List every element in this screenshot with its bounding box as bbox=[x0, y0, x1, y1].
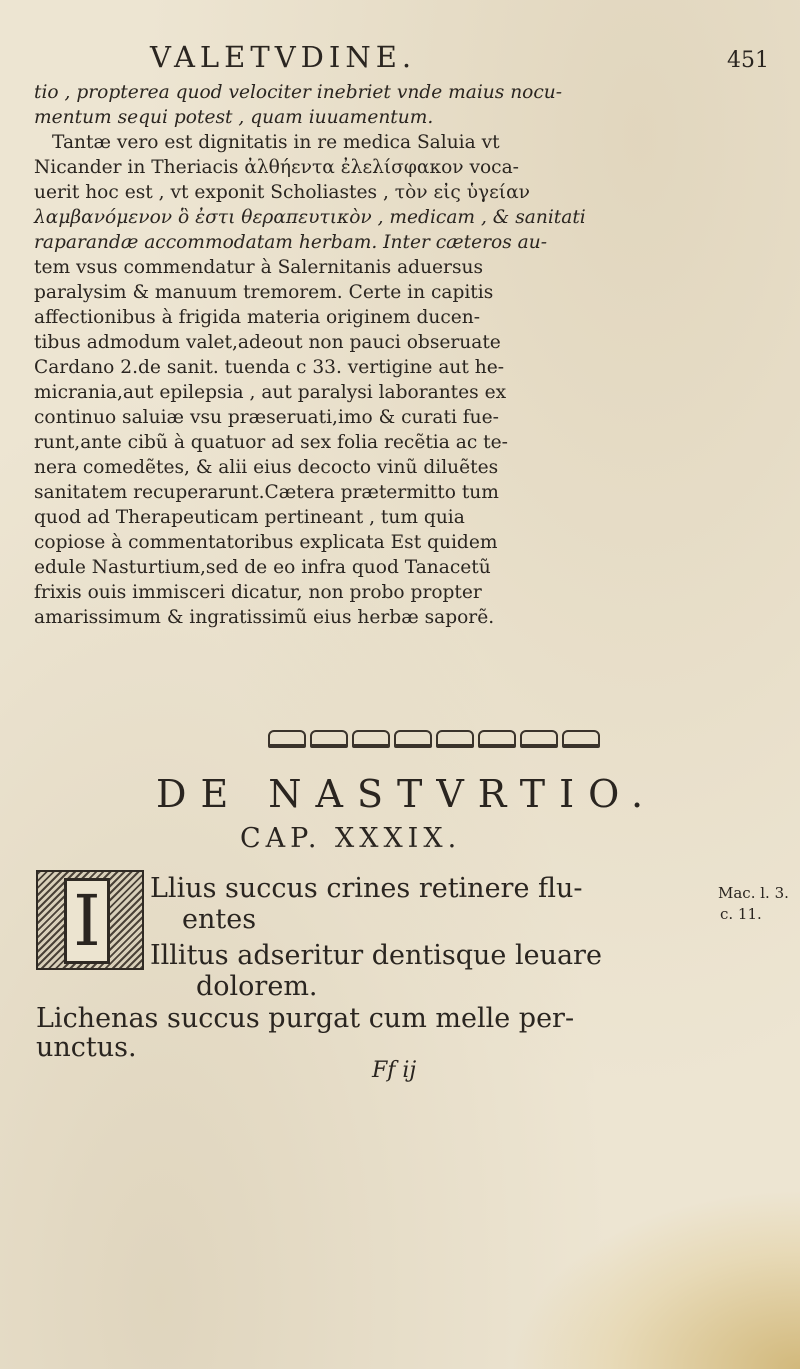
signature-mark: Ff ij bbox=[372, 1058, 417, 1083]
verse-line: unctus. bbox=[36, 1032, 137, 1063]
ornament-icon bbox=[520, 730, 558, 748]
ornament-icon bbox=[478, 730, 516, 748]
ornament-icon bbox=[394, 730, 432, 748]
verse-line: dolorem. bbox=[196, 971, 318, 1002]
text-line: edule Nasturtium,sed de eo infra quod Tanacetũ bbox=[34, 557, 491, 578]
chapter-title: DE NASTVRTIO. bbox=[156, 772, 658, 816]
paper-stain bbox=[510, 1189, 800, 1369]
text-line: raparandæ accommodatam herbam. Inter cæteros au- bbox=[34, 232, 547, 253]
ornament-icon bbox=[268, 730, 306, 748]
verse-line: Illitus adseritur dentisque leuare bbox=[150, 940, 602, 971]
ornament-icon bbox=[436, 730, 474, 748]
running-head: VALETVDINE. bbox=[150, 40, 417, 74]
verse-line: Lichenas succus purgat cum melle per- bbox=[36, 1003, 575, 1034]
text-line: affectionibus à frigida materia originem ducen- bbox=[34, 307, 481, 328]
text-line: uerit hoc est , vt exponit Scholiastes , τὸν εἰς ὑγείαν bbox=[34, 182, 530, 203]
text-line: paralysim & manuum tremorem. Certe in capitis bbox=[34, 282, 494, 303]
page-number: 451 bbox=[727, 48, 769, 73]
text-line: copiose à commentatoribus explicata Est quidem bbox=[34, 532, 498, 553]
text-line: Nicander in Theriacis ἀλθήεντα ἐλελίσφακον voca- bbox=[34, 157, 519, 178]
text-line: sanitatem recuperarunt.Cætera prætermitto tum bbox=[34, 482, 499, 503]
text-line: runt,ante cibũ à quatuor ad sex folia recẽtia ac te- bbox=[34, 432, 508, 453]
text-line: continuo saluiæ vsu præseruati,imo & curati fue- bbox=[34, 407, 499, 428]
text-line: tem vsus commendatur à Salernitanis aduersus bbox=[34, 257, 484, 278]
verse-line: entes bbox=[182, 904, 257, 935]
ornament-icon bbox=[562, 730, 600, 748]
text-line: amarissimum & ingratissimũ eius herbæ saporẽ. bbox=[34, 607, 495, 628]
drop-cap-letter: I bbox=[64, 878, 110, 964]
text-line: tibus admodum valet,adeout non pauci obseruate bbox=[34, 332, 501, 353]
ornament-band bbox=[268, 728, 603, 750]
text-line: micrania,aut epilepsia , aut paralysi laborantes ex bbox=[34, 382, 507, 403]
text-line: quod ad Therapeuticam pertineant , tum quia bbox=[34, 507, 465, 528]
text-line: nera comedẽtes, & alii eius decocto vinũ diluẽtes bbox=[34, 457, 499, 478]
drop-cap bbox=[36, 870, 144, 970]
chapter-number: CAP. XXXIX. bbox=[240, 823, 462, 854]
ornament-icon bbox=[352, 730, 390, 748]
marginal-note: c. 11. bbox=[720, 905, 762, 923]
ornament-icon bbox=[310, 730, 348, 748]
text-line: tio , propterea quod velociter inebriet vnde maius nocu- bbox=[34, 82, 563, 103]
text-line: frixis ouis immisceri dicatur, non probo propter bbox=[34, 582, 482, 603]
text-line: Tantæ vero est dignitatis in re medica Saluia vt bbox=[52, 132, 500, 153]
verse-line: Llius succus crines retinere flu- bbox=[150, 873, 583, 904]
text-line: mentum sequi potest , quam iuuamentum. bbox=[34, 107, 434, 128]
text-line: λαμβανόμενον ὃ ἐστι θεραπευτικὸν , medicam , & sanitati bbox=[34, 207, 586, 228]
text-line: Cardano 2.de sanit. tuenda c 33. vertigine aut he- bbox=[34, 357, 505, 378]
marginal-note: Mac. l. 3. bbox=[718, 884, 789, 902]
